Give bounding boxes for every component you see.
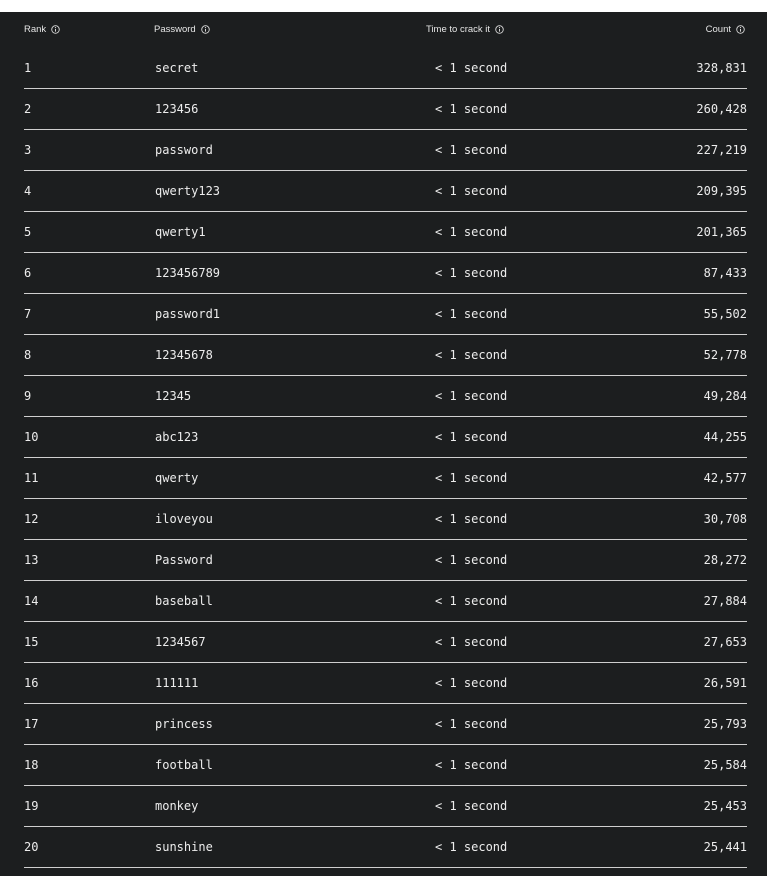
count-cell: 25,453	[703, 799, 747, 813]
rank-cell: 8	[24, 348, 32, 362]
password-cell: qwerty	[155, 471, 199, 485]
table-header	[0, 12, 767, 48]
count-cell: 52,778	[703, 348, 747, 362]
rank-cell: 15	[24, 635, 39, 649]
rank-cell: 10	[24, 430, 39, 444]
info-circle-icon[interactable]	[736, 25, 745, 34]
info-circle-icon[interactable]	[51, 25, 60, 34]
table-row	[0, 294, 767, 335]
rank-cell: 6	[24, 266, 32, 280]
table-row	[0, 130, 767, 171]
time-to-crack-cell: < 1 second	[435, 676, 508, 690]
time-to-crack-cell: < 1 second	[435, 758, 508, 772]
rank-cell: 19	[24, 799, 39, 813]
time-to-crack-cell: < 1 second	[435, 635, 508, 649]
password-cell: baseball	[155, 594, 213, 608]
count-cell: 209,395	[696, 184, 747, 198]
count-cell: 87,433	[703, 266, 747, 280]
time-to-crack-cell: < 1 second	[435, 471, 508, 485]
password-cell: football	[155, 758, 213, 772]
table-row	[0, 458, 767, 499]
rank-cell: 11	[24, 471, 39, 485]
table-row	[0, 581, 767, 622]
table-row	[0, 212, 767, 253]
password-cell: princess	[155, 717, 213, 731]
count-cell: 28,272	[703, 553, 747, 567]
header-count-label: Count	[705, 24, 731, 35]
count-cell: 25,793	[703, 717, 747, 731]
password-cell: password	[155, 143, 213, 157]
header-time-to-crack[interactable]	[426, 24, 504, 35]
password-cell: 12345678	[155, 348, 213, 362]
count-cell: 55,502	[703, 307, 747, 321]
info-circle-icon[interactable]	[495, 25, 504, 34]
password-cell: secret	[155, 61, 199, 75]
time-to-crack-cell: < 1 second	[435, 143, 508, 157]
rank-cell: 18	[24, 758, 39, 772]
password-cell: 123456789	[155, 266, 221, 280]
count-cell: 227,219	[696, 143, 747, 157]
rank-cell: 9	[24, 389, 32, 403]
password-cell: 1234567	[155, 635, 206, 649]
info-circle-icon[interactable]	[201, 25, 210, 34]
rank-cell: 12	[24, 512, 39, 526]
password-cell: Password	[155, 553, 213, 567]
time-to-crack-cell: < 1 second	[435, 389, 508, 403]
rank-cell: 13	[24, 553, 39, 567]
count-cell: 260,428	[696, 102, 747, 116]
time-to-crack-cell: < 1 second	[435, 594, 508, 608]
count-cell: 27,884	[703, 594, 747, 608]
table-row	[0, 48, 767, 89]
password-cell: qwerty1	[155, 225, 206, 239]
time-to-crack-cell: < 1 second	[435, 840, 508, 854]
password-cell: sunshine	[155, 840, 213, 854]
time-to-crack-cell: < 1 second	[435, 225, 508, 239]
time-to-crack-cell: < 1 second	[435, 799, 508, 813]
count-cell: 25,584	[703, 758, 747, 772]
time-to-crack-cell: < 1 second	[435, 553, 508, 567]
header-rank-label: Rank	[24, 24, 47, 35]
rank-cell: 3	[24, 143, 32, 157]
rank-cell: 4	[24, 184, 32, 198]
table-row	[0, 253, 767, 294]
rank-cell: 16	[24, 676, 39, 690]
count-cell: 42,577	[703, 471, 747, 485]
time-to-crack-cell: < 1 second	[435, 512, 508, 526]
time-to-crack-cell: < 1 second	[435, 102, 508, 116]
table-row	[0, 745, 767, 786]
rank-cell: 7	[24, 307, 32, 321]
table-row	[0, 540, 767, 581]
password-cell: password1	[155, 307, 221, 321]
time-to-crack-cell: < 1 second	[435, 430, 508, 444]
password-cell: abc123	[155, 430, 199, 444]
password-cell: monkey	[155, 799, 199, 813]
count-cell: 27,653	[703, 635, 747, 649]
rank-cell: 1	[24, 61, 32, 75]
password-cell: 123456	[155, 102, 199, 116]
table-row	[0, 171, 767, 212]
header-password[interactable]	[154, 24, 210, 35]
count-cell: 30,708	[703, 512, 747, 526]
header-rank[interactable]	[24, 24, 60, 35]
time-to-crack-cell: < 1 second	[435, 717, 508, 731]
count-cell: 49,284	[703, 389, 747, 403]
count-cell: 328,831	[696, 61, 747, 75]
table-row	[0, 663, 767, 704]
time-to-crack-cell: < 1 second	[435, 184, 508, 198]
time-to-crack-cell: < 1 second	[435, 348, 508, 362]
table-row	[0, 376, 767, 417]
password-cell: 12345	[155, 389, 192, 403]
count-cell: 201,365	[696, 225, 747, 239]
header-password-label: Password	[154, 24, 196, 35]
table-row	[0, 499, 767, 540]
header-count[interactable]	[706, 24, 745, 35]
rank-cell: 5	[24, 225, 32, 239]
rank-cell: 2	[24, 102, 32, 116]
time-to-crack-cell: < 1 second	[435, 61, 508, 75]
table-row	[0, 786, 767, 827]
password-cell: iloveyou	[155, 512, 213, 526]
table-row	[0, 335, 767, 376]
time-to-crack-cell: < 1 second	[435, 266, 508, 280]
table-row	[0, 417, 767, 458]
password-cell: qwerty123	[155, 184, 221, 198]
count-cell: 26,591	[703, 676, 747, 690]
table-row	[0, 89, 767, 130]
password-table	[0, 12, 767, 876]
time-to-crack-cell: < 1 second	[435, 307, 508, 321]
row-divider	[24, 867, 747, 868]
table-row	[0, 827, 767, 868]
count-cell: 25,441	[703, 840, 747, 854]
rank-cell: 17	[24, 717, 39, 731]
count-cell: 44,255	[703, 430, 747, 444]
header-time-label: Time to crack it	[426, 24, 491, 35]
password-cell: 111111	[155, 676, 199, 690]
rank-cell: 20	[24, 840, 39, 854]
table-row	[0, 704, 767, 745]
table-row	[0, 622, 767, 663]
rank-cell: 14	[24, 594, 39, 608]
